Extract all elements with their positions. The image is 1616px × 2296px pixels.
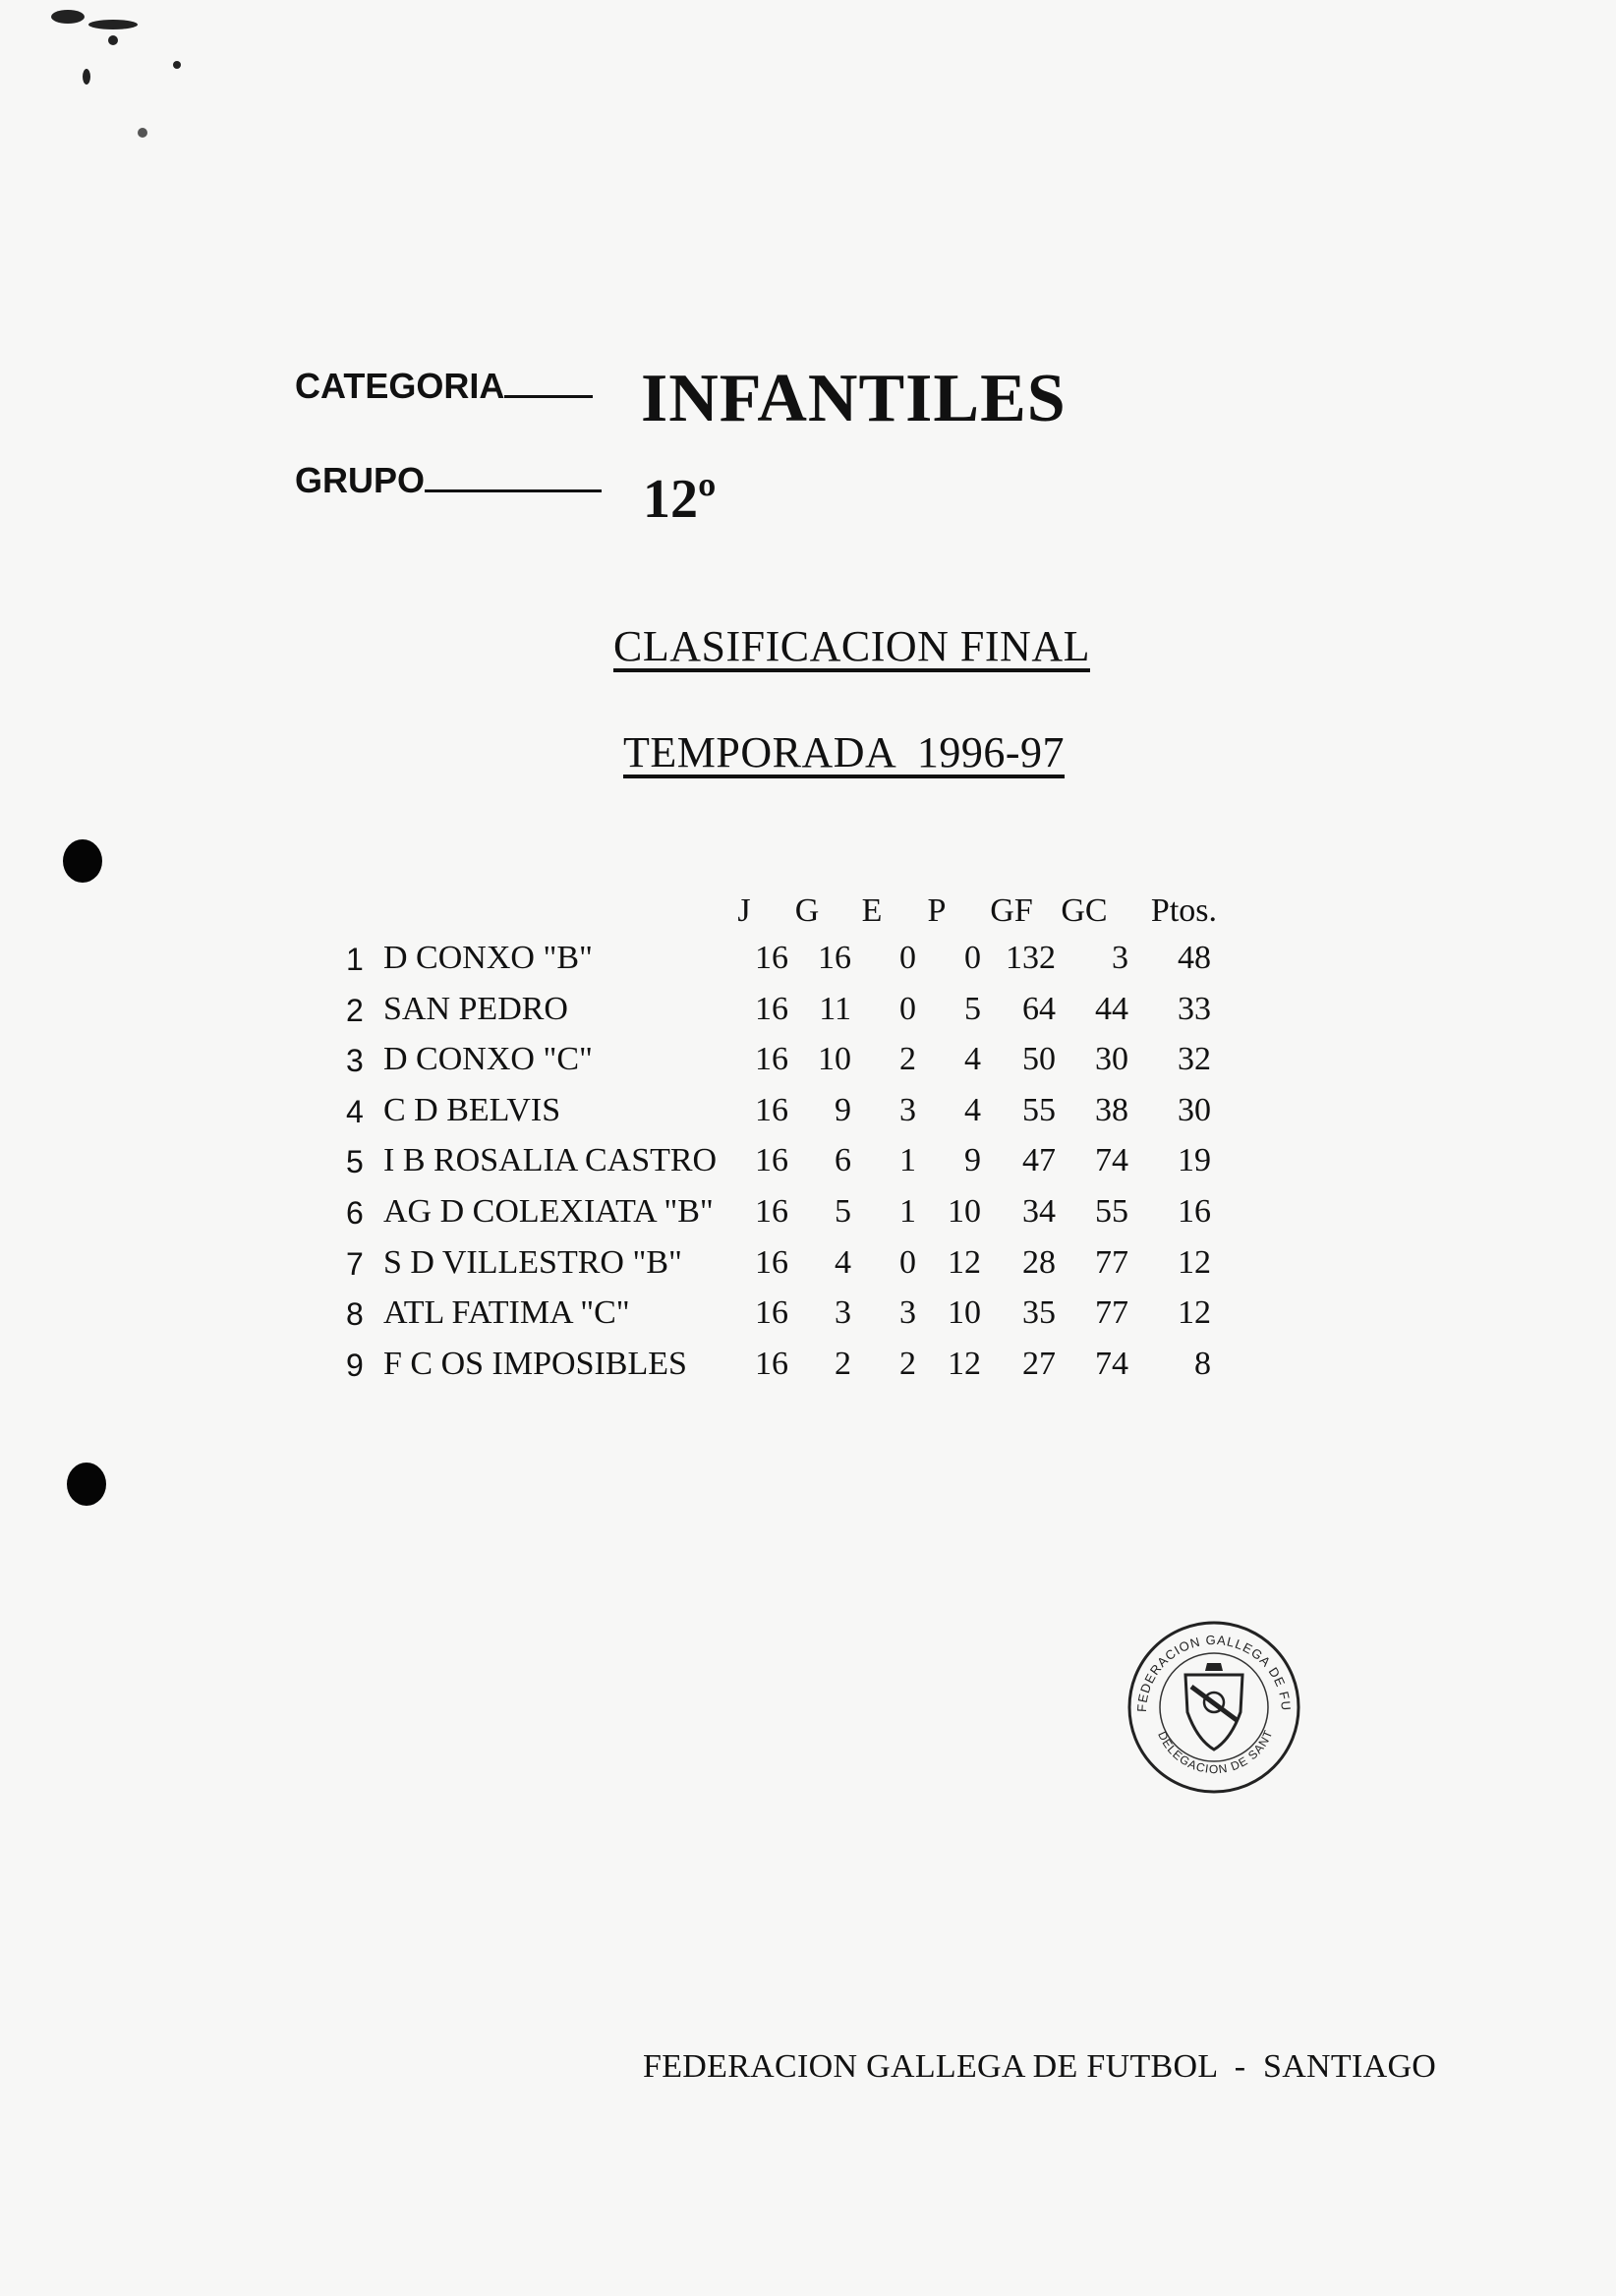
row-position: 2 [346,992,364,1028]
row-position: 7 [346,1245,364,1282]
row-gc-value: 30 [1095,1041,1128,1078]
row-p-value: 10 [948,1193,981,1230]
column-header: J [737,892,751,929]
row-p-value: 12 [948,1345,981,1382]
row-team-name: ATL FATIMA "C" [383,1294,630,1332]
row-p-value: 9 [964,1142,981,1179]
grupo-value: 12º [643,469,717,530]
row-e-value: 0 [899,990,916,1027]
row-ptos-value: 12 [1178,1243,1211,1281]
stamp-inner-text: DELEGACION DE SANT [1155,1727,1276,1777]
row-j-value: 16 [755,1243,788,1281]
federation-stamp-graphic [1125,1618,1303,1797]
row-ptos-value: 30 [1178,1091,1211,1128]
row-e-value: 2 [899,1041,916,1078]
row-position: 8 [346,1296,364,1333]
row-j-value: 16 [755,1193,788,1230]
row-team-name: D CONXO "C" [383,1041,593,1078]
row-position: 3 [346,1043,364,1079]
row-e-value: 3 [899,1091,916,1128]
row-gf-value: 64 [1022,990,1056,1027]
row-p-value: 4 [964,1091,981,1128]
row-ptos-value: 19 [1178,1142,1211,1179]
column-header: E [861,892,883,929]
column-header: P [927,892,947,929]
row-ptos-value: 8 [1194,1345,1211,1382]
row-gf-value: 27 [1022,1345,1056,1382]
row-g-value: 9 [835,1091,851,1128]
row-j-value: 16 [755,990,788,1027]
row-g-value: 5 [835,1193,851,1230]
row-position: 1 [346,942,364,977]
row-gf-value: 55 [1022,1091,1056,1128]
row-e-value: 2 [899,1345,916,1382]
row-team-name: F C OS IMPOSIBLES [383,1345,687,1382]
row-gf-value: 50 [1022,1041,1056,1078]
row-ptos-value: 32 [1178,1041,1211,1078]
row-gf-value: 28 [1022,1243,1056,1281]
row-ptos-value: 12 [1178,1294,1211,1332]
column-header: GC [1061,892,1108,929]
row-gf-value: 34 [1022,1193,1056,1230]
row-team-name: SAN PEDRO [383,990,568,1027]
row-j-value: 16 [755,1091,788,1128]
row-g-value: 11 [819,990,851,1027]
row-team-name: D CONXO "B" [383,940,593,976]
stamp-shield-icon [1185,1663,1242,1750]
row-p-value: 0 [964,940,981,976]
categoria-label: CATEGORIA [295,366,505,406]
categoria-value: INFANTILES [641,361,1067,436]
row-e-value: 1 [899,1193,916,1230]
row-e-value: 1 [899,1142,916,1179]
row-position: 5 [346,1144,364,1180]
row-g-value: 3 [835,1294,851,1332]
row-p-value: 10 [948,1294,981,1332]
row-g-value: 10 [818,1041,851,1078]
row-ptos-value: 16 [1178,1193,1211,1230]
row-gc-value: 74 [1095,1142,1128,1179]
row-gf-value: 132 [1006,940,1056,976]
row-g-value: 2 [835,1345,851,1382]
title-temporada: TEMPORADA 1996-97 [623,728,1066,776]
row-j-value: 16 [755,940,788,976]
row-e-value: 0 [899,940,916,976]
row-gc-value: 74 [1095,1345,1128,1382]
row-j-value: 16 [755,1142,788,1179]
row-team-name: S D VILLESTRO "B" [383,1243,682,1281]
row-j-value: 16 [755,1041,788,1078]
row-g-value: 6 [835,1142,851,1179]
grupo-label: GRUPO [295,460,426,500]
row-gc-value: 77 [1095,1243,1128,1281]
column-header: G [794,892,820,929]
row-gc-value: 38 [1095,1091,1128,1128]
row-gc-value: 44 [1095,990,1128,1027]
row-j-value: 16 [755,1345,788,1382]
row-position: 4 [346,1093,364,1129]
row-team-name: I B ROSALIA CASTRO [383,1142,718,1179]
row-j-value: 16 [755,1294,788,1332]
row-p-value: 5 [964,990,981,1027]
row-position: 9 [346,1347,364,1383]
row-gc-value: 55 [1095,1193,1128,1230]
row-team-name: C D BELVIS [383,1091,561,1128]
footer-text: FEDERACION GALLEGA DE FUTBOL - SANTIAGO [643,2048,1437,2085]
federation-stamp [1125,1618,1303,1797]
column-header: Ptos. [1150,892,1217,929]
row-gf-value: 35 [1022,1294,1056,1332]
column-header: GF [990,892,1033,929]
row-e-value: 3 [899,1294,916,1332]
row-e-value: 0 [899,1243,916,1281]
row-g-value: 16 [818,940,851,976]
row-position: 6 [346,1195,364,1231]
row-team-name: AG D COLEXIATA "B" [383,1193,714,1230]
row-gf-value: 47 [1022,1142,1056,1179]
row-gc-value: 77 [1095,1294,1128,1332]
row-p-value: 12 [948,1243,981,1281]
row-ptos-value: 48 [1178,940,1211,976]
row-g-value: 4 [835,1243,851,1281]
title-clasificacion: CLASIFICACION FINAL [613,622,1090,670]
stamp-outer-text: FEDERACION GALLEGA DE FU [1133,1632,1295,1713]
row-gc-value: 3 [1112,940,1128,976]
punch-hole-bottom [67,1463,106,1506]
row-ptos-value: 33 [1178,990,1211,1027]
row-p-value: 4 [964,1041,981,1078]
